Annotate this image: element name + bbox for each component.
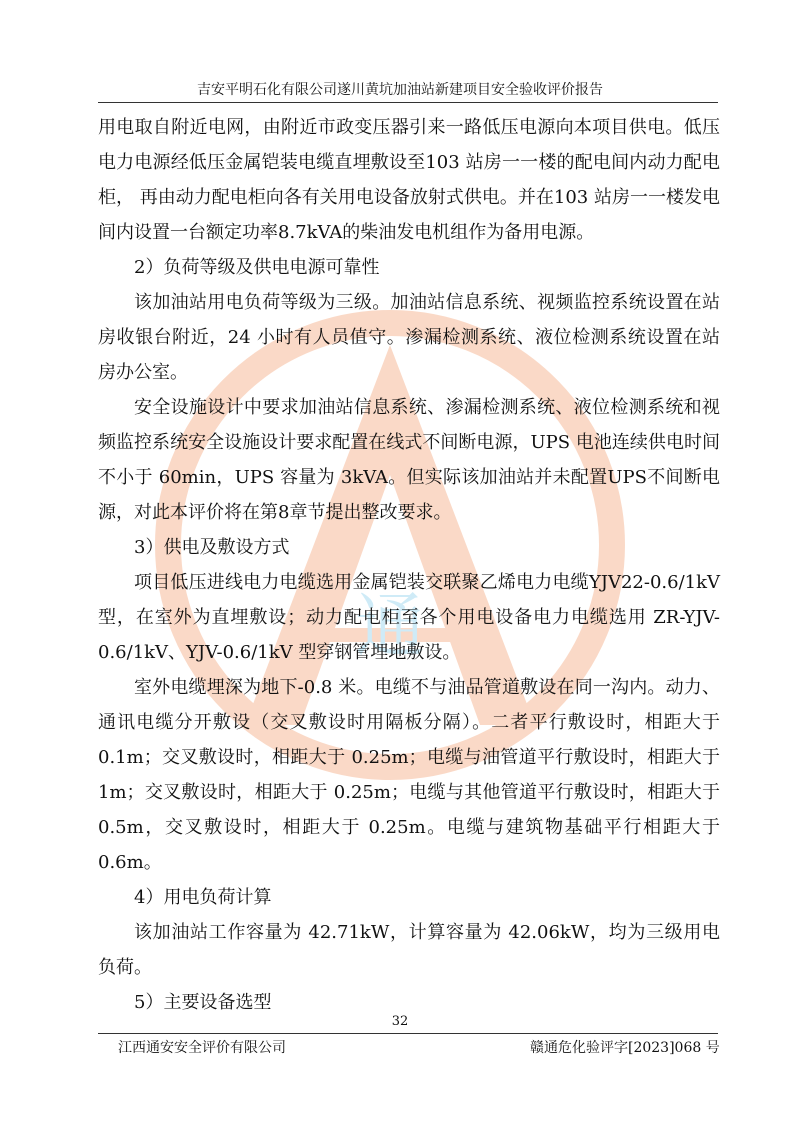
svg-text:通: 通 (355, 585, 425, 667)
paragraph: 安全设施设计中要求加油站信息系统、渗漏检测系统、液位检测系统和视频监控系统安全设施设计要求配置在线式不间断电源，UPS 电池连续供电时间不小于 60min，UPS 容量为 3kVA。但实际该加油站并未配置UPS不间断电源，对此本评价将在第8章节提出整改要求。 (98, 397, 720, 523)
paragraph: 该加油站用电负荷等级为三级。加油站信息系统、视频监控系统设置在站房收银台附近，24 小时有人员值守。渗漏检测系统、液位检测系统设置在站房办公室。 (98, 292, 720, 383)
footer-company: 江西通安安全评价有限公司 (118, 1040, 286, 1056)
paragraph: 室外电缆埋深为地下-0.8 米。电缆不与油品管道敷设在同一沟内。动力、通讯电缆分开敷设（交叉敷设时用隔板分隔）。二者平行敷设时，相距大于0.1m；交叉敷设时，相距大于 0.25m；电缆与油管道平行敷设时，相距大于 1m；交叉敷设时，相距大于 0.25m；电缆与其他管道平行敷设时，相距大于 0.5m，交叉敷设时，相距大于 0.25m。电缆与建筑物基础平行相距大于0.6m。 (98, 677, 720, 873)
section-heading: 4）用电负荷计算 (134, 887, 272, 908)
page-header-title: 吉安平明石化有限公司遂川黄坑加油站新建项目安全验收评价报告 (197, 82, 603, 98)
paragraph: 该加油站工作容量为 42.71kW，计算容量为 42.06kW，均为三级用电负荷。 (98, 922, 720, 978)
section-heading: 2）负荷等级及供电电源可靠性 (134, 257, 380, 278)
document-body (98, 110, 720, 1020)
paragraph: 项目低压进线电力电缆选用金属铠装交联聚乙烯电力电缆YJV22-0.6/1kV 型，在室外为直埋敷设；动力配电柜至各个用电设备电力电缆选用 ZR-YJV-0.6/1kV、YJV-0.6/1kV 型穿钢管埋地敷设。 (98, 572, 720, 663)
section-heading: 3）供电及敷设方式 (134, 537, 290, 558)
footer-divider (98, 1033, 718, 1034)
footer-report-number: 赣通危化验评字[2023]068 号 (530, 1040, 720, 1056)
page-number: 32 (391, 1014, 409, 1029)
header-divider (98, 102, 718, 103)
section-heading: 5）主要设备选型 (134, 992, 272, 1013)
paragraph: 用电取自附近电网，由附近市政变压器引来一路低压电源向本项目供电。低压电力电源经低压金属铠装电缆直埋敷设至103 站房一一楼的配电间内动力配电柜， 再由动力配电柜向各有关用电设备放射式供电。并在103 站房一一楼发电间内设置一台额定功率8.7kVA的柴油发电机组作为备用电源。 (98, 117, 720, 243)
